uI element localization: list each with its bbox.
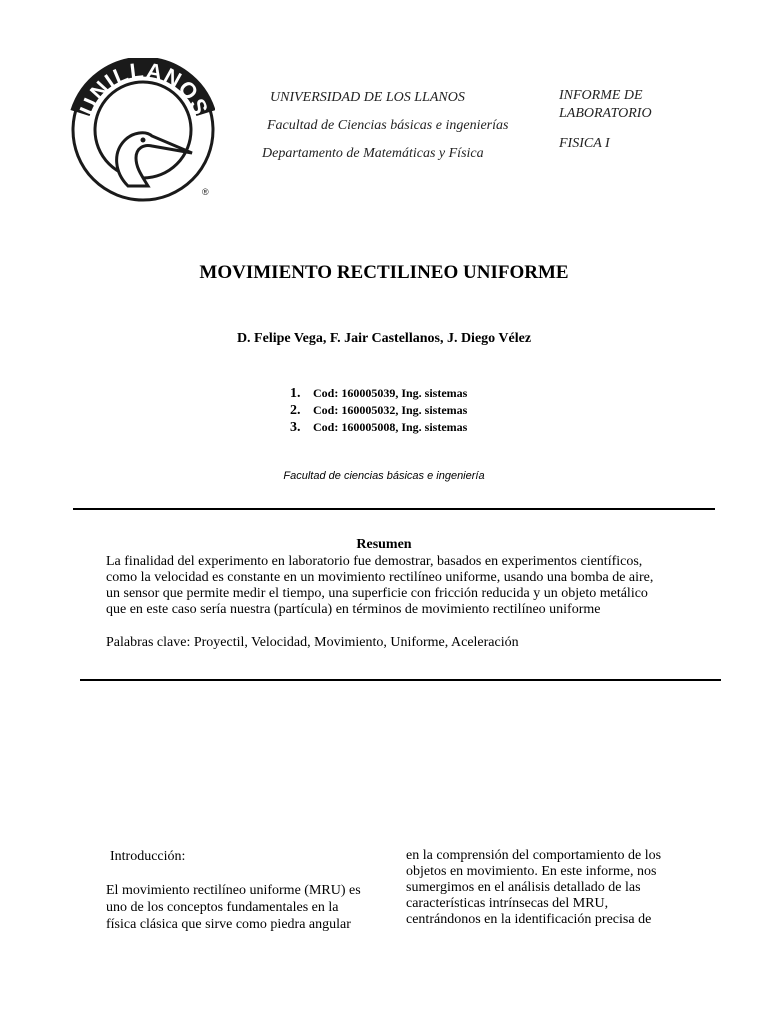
abstract-line: que en este caso sería nuestra (partícula) en términos de movimiento rectilíneo uniforme (106, 602, 601, 617)
divider-top (73, 508, 715, 510)
code-text: Cod: 160005008, Ing. sistemas (313, 420, 468, 434)
intro-line: física clásica que sirve como piedra angular (106, 917, 351, 932)
affiliation: Facultad de ciencias básicas e ingeniería (283, 470, 485, 482)
intro-line: en la comprensión del comportamiento de los (406, 848, 662, 863)
keywords: Palabras clave: Proyectil, Velocidad, Movimiento, Uniforme, Aceleración (106, 635, 519, 650)
intro-line: sumergimos en el análisis detallado de las (406, 880, 641, 895)
intro-line: objetos en movimiento. En este informe, nos (406, 864, 657, 879)
code-item (290, 420, 467, 437)
divider-bottom (80, 679, 721, 681)
intro-right-column (406, 848, 676, 928)
registered-mark: ® (202, 187, 209, 197)
faculty-name: Facultad de Ciencias básicas e ingenierías (267, 118, 509, 133)
code-item (290, 386, 467, 403)
department-name: Departamento de Matemáticas y Física (262, 146, 484, 161)
intro-line: uno de los conceptos fundamentales en la (106, 900, 339, 915)
code-number: 2. (290, 403, 301, 418)
abstract-heading: Resumen (356, 537, 412, 552)
abstract-body (106, 554, 666, 618)
abstract-line: un sensor que permite medir el tiempo, una superficie con fricción reducida y un objeto metálico (106, 586, 648, 601)
code-text: Cod: 160005039, Ing. sistemas (313, 386, 468, 400)
author-list: D. Felipe Vega, F. Jair Castellanos, J. Diego Vélez (236, 331, 532, 346)
intro-heading: Introducción: (110, 849, 186, 864)
intro-line: centrándonos en la identificación precisa de (406, 912, 652, 927)
heron-logo-icon (70, 58, 215, 203)
report-header (559, 87, 669, 153)
code-number: 3. (290, 420, 301, 435)
student-codes (290, 386, 467, 437)
university-name: UNIVERSIDAD DE LOS LLANOS (270, 90, 465, 105)
intro-left-column (106, 848, 376, 933)
paper-title: MOVIMIENTO RECTILINEO UNIFORME (199, 262, 569, 283)
logo-text: UNILLANOS (74, 58, 214, 120)
abstract-line: como la velocidad es constante en un movimiento rectilíneo uniforme, usando una bomba de aire, (106, 570, 654, 585)
report-type: INFORME DE LABORATORIO (559, 88, 652, 121)
university-logo (70, 58, 215, 203)
code-item (290, 403, 467, 420)
abstract-line: La finalidad del experimento en laboratorio fue demostrar, basados en experimentos científicos, (106, 554, 643, 569)
intro-line: características intrínsecas del MRU, (406, 896, 609, 911)
intro-line: El movimiento rectilíneo uniforme (MRU) es (106, 883, 361, 898)
course-name: FISICA I (559, 136, 610, 151)
code-text: Cod: 160005032, Ing. sistemas (313, 403, 468, 417)
code-number: 1. (290, 386, 301, 401)
